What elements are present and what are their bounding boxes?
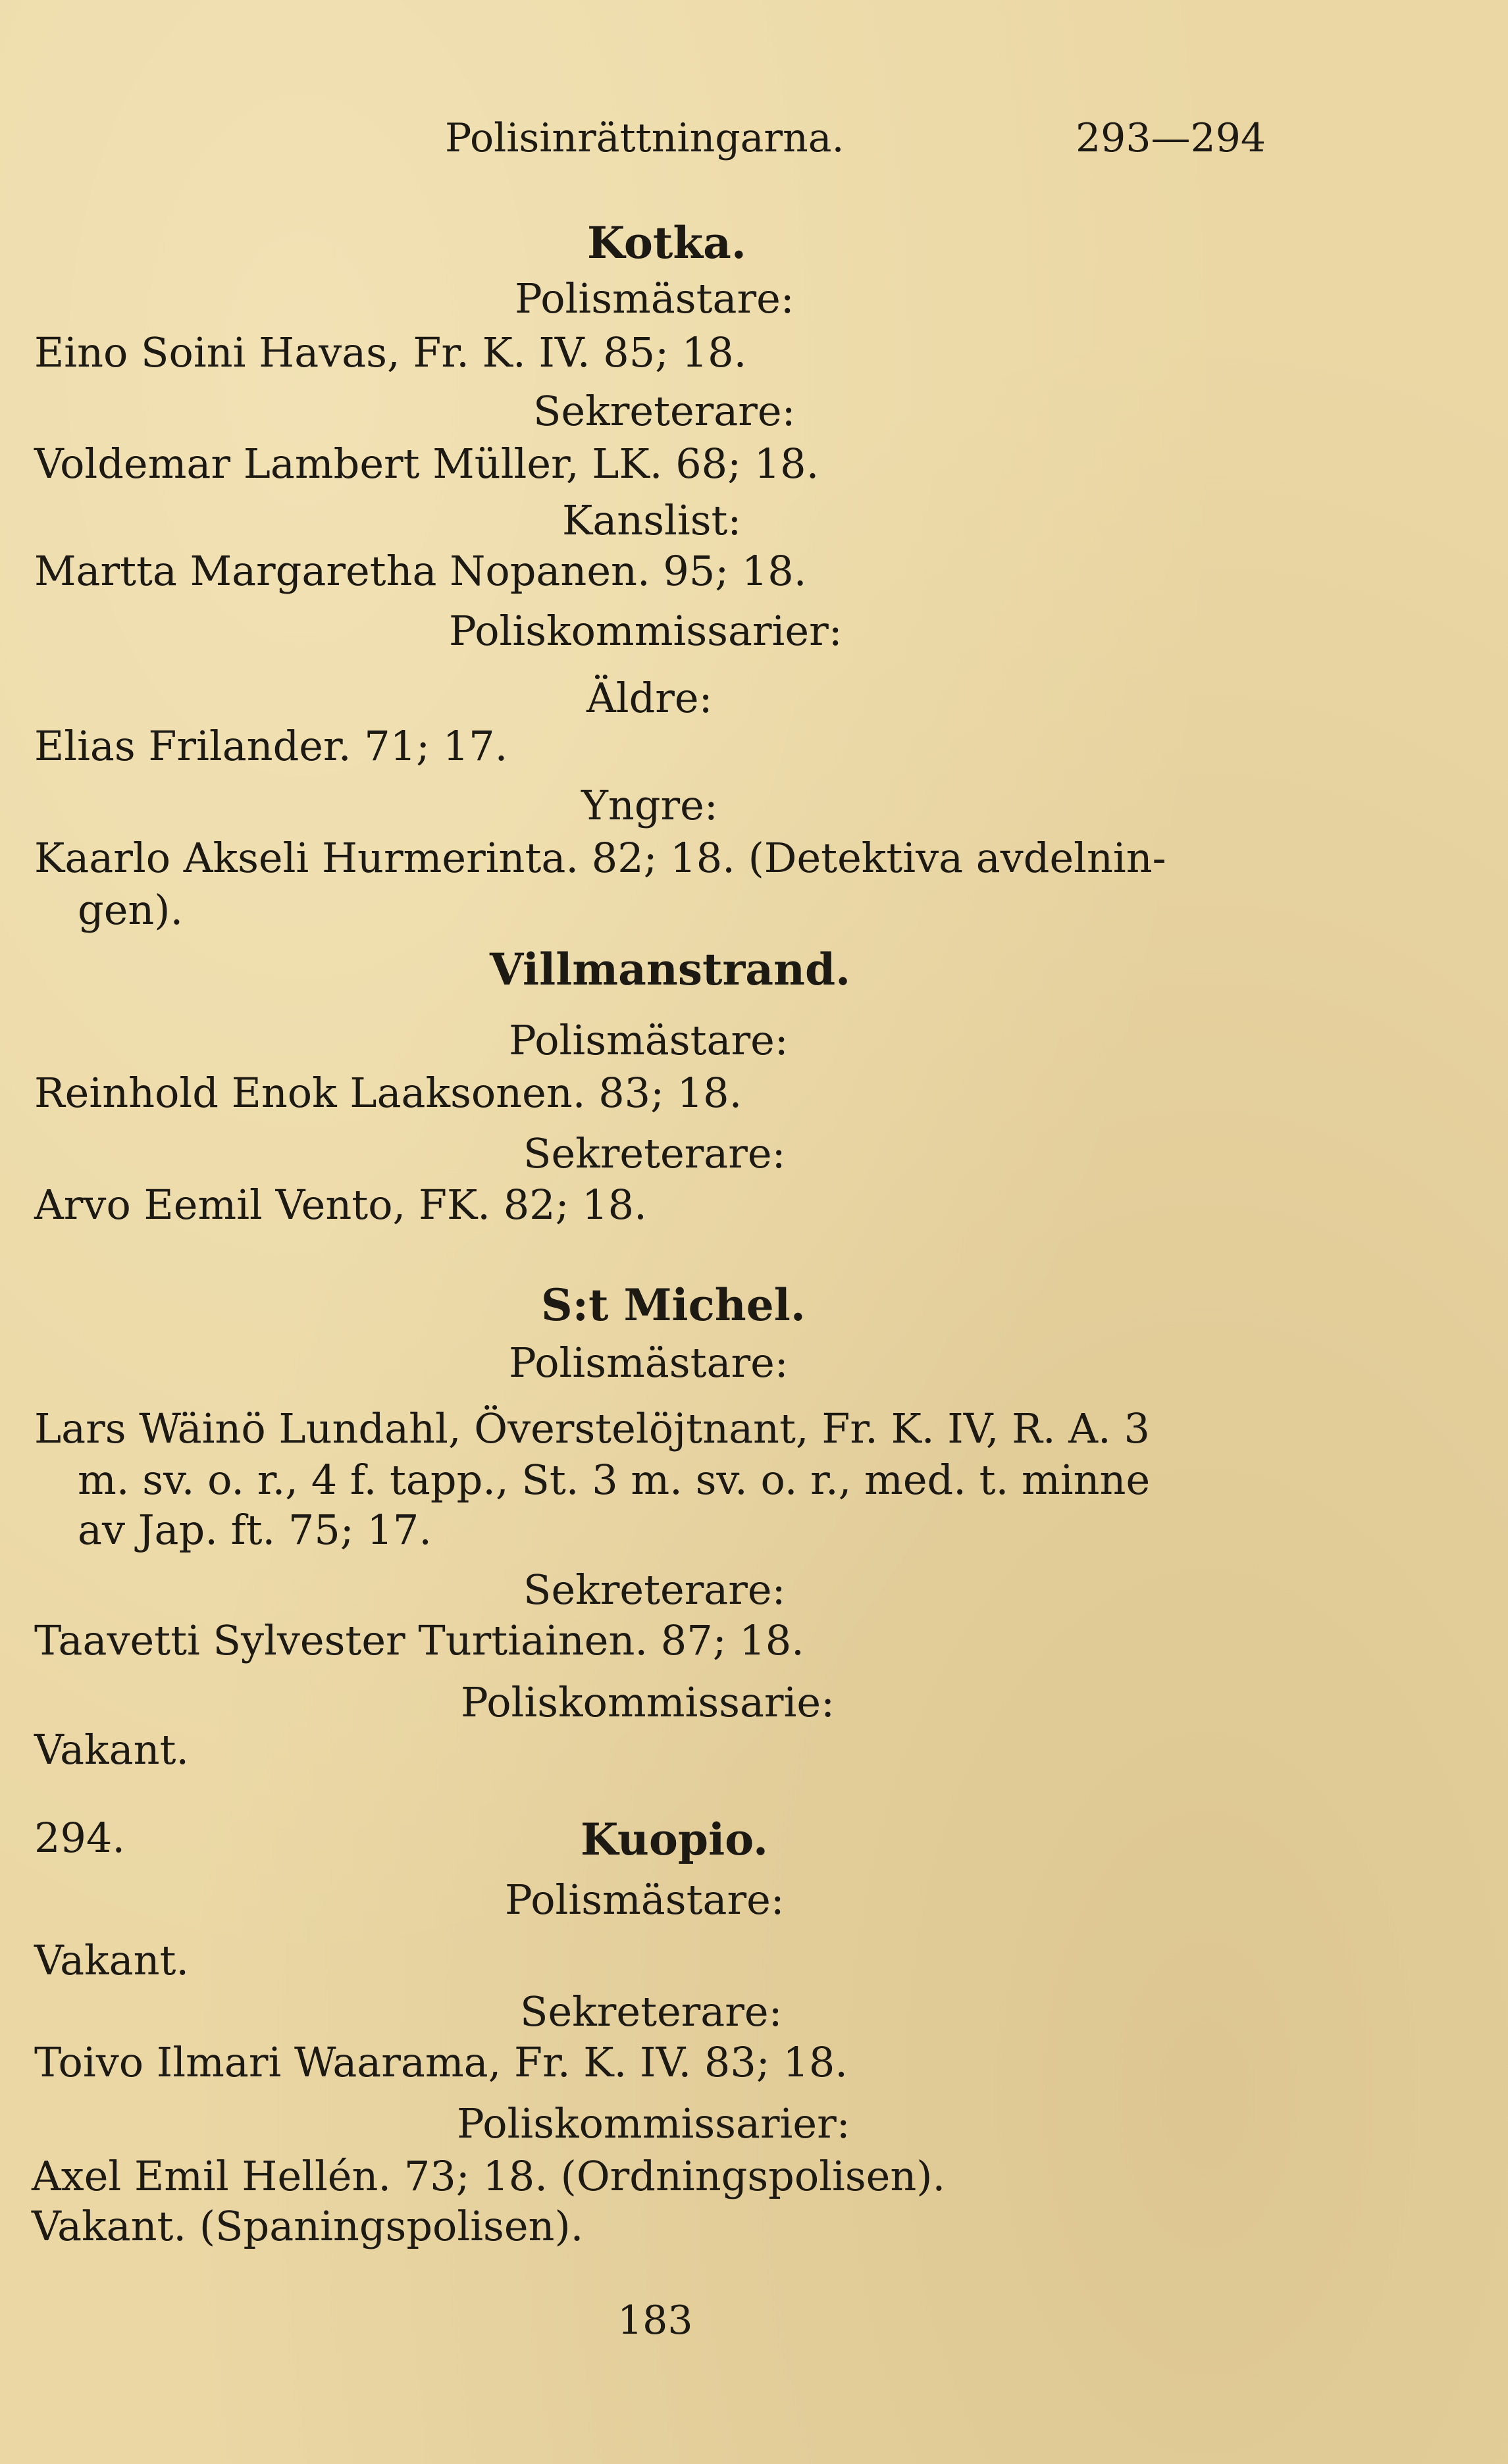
label-poliskommissarier: Poliskommissarier:: [457, 2099, 850, 2147]
entry-polismastare-line2: m. sv. o. r., 4 f. tapp., St. 3 m. sv. o. r., med. t. minne: [78, 1456, 1151, 1504]
label-polismastare: Polismästare:: [505, 1876, 785, 1924]
entry-aldre: Elias Frilander. 71; 17.: [34, 722, 508, 770]
entry-sekreterare: Toivo Ilmari Waarama, Fr. K. IV. 83; 18.: [34, 2038, 848, 2086]
entry-sekreterare: Taavetti Sylvester Turtiainen. 87; 18.: [34, 1616, 804, 1664]
entry-kanslist: Martta Margaretha Nopanen. 95; 18.: [34, 547, 807, 595]
label-polismastare: Polismästare:: [509, 1339, 789, 1387]
label-yngre: Yngre:: [581, 781, 718, 829]
label-polismastare: Polismästare:: [515, 274, 794, 322]
heading-villmanstrand: Villmanstrand.: [490, 944, 851, 995]
label-sekreterare: Sekreterare:: [533, 387, 796, 435]
label-sekreterare: Sekreterare:: [523, 1129, 786, 1177]
entry-polismastare-line3: av Jap. ft. 75; 17.: [78, 1506, 432, 1554]
entry-yngre-line1: Kaarlo Akseli Hurmerinta. 82; 18. (Detektiva avdelnin-: [34, 834, 1166, 882]
page-number: 183: [617, 2297, 693, 2344]
entry-poliskommissarier-1: Axel Emil Hellén. 73; 18. (Ordningspolisen).: [32, 2152, 946, 2200]
entry-sekreterare: Voldemar Lambert Müller, LK. 68; 18.: [34, 440, 819, 488]
entry-poliskommissarier-2: Vakant. (Spaningspolisen).: [32, 2202, 584, 2250]
heading-kuopio: Kuopio.: [581, 1814, 768, 1865]
label-sekreterare: Sekreterare:: [520, 1988, 783, 2036]
entry-polismastare-line1: Lars Wäinö Lundahl, Överstelöjtnant, Fr. K. IV, R. A. 3: [34, 1404, 1150, 1452]
running-header-title: Polisinrättningarna.: [445, 115, 845, 161]
label-sekreterare: Sekreterare:: [523, 1566, 786, 1614]
entry-yngre-line2: gen).: [78, 886, 184, 934]
label-poliskommissarier: Poliskommissarier:: [449, 607, 843, 655]
heading-kotka: Kotka.: [587, 217, 746, 269]
heading-st-michel: S:t Michel.: [541, 1279, 806, 1331]
section-number: 294.: [34, 1814, 126, 1862]
running-header-pages: 293—294: [1076, 115, 1266, 161]
entry-polismastare: Reinhold Enok Laaksonen. 83; 18.: [34, 1069, 742, 1117]
label-poliskommissarie: Poliskommissarie:: [461, 1678, 835, 1726]
label-aldre: Äldre:: [586, 674, 713, 722]
label-polismastare: Polismästare:: [509, 1016, 789, 1064]
label-kanslist: Kanslist:: [562, 496, 742, 544]
entry-sekreterare: Arvo Eemil Vento, FK. 82; 18.: [34, 1181, 647, 1229]
entry-polismastare: Vakant.: [34, 1936, 190, 1984]
entry-poliskommissarie: Vakant.: [34, 1726, 190, 1774]
entry-polismastare: Eino Soini Havas, Fr. K. IV. 85; 18.: [34, 328, 747, 376]
